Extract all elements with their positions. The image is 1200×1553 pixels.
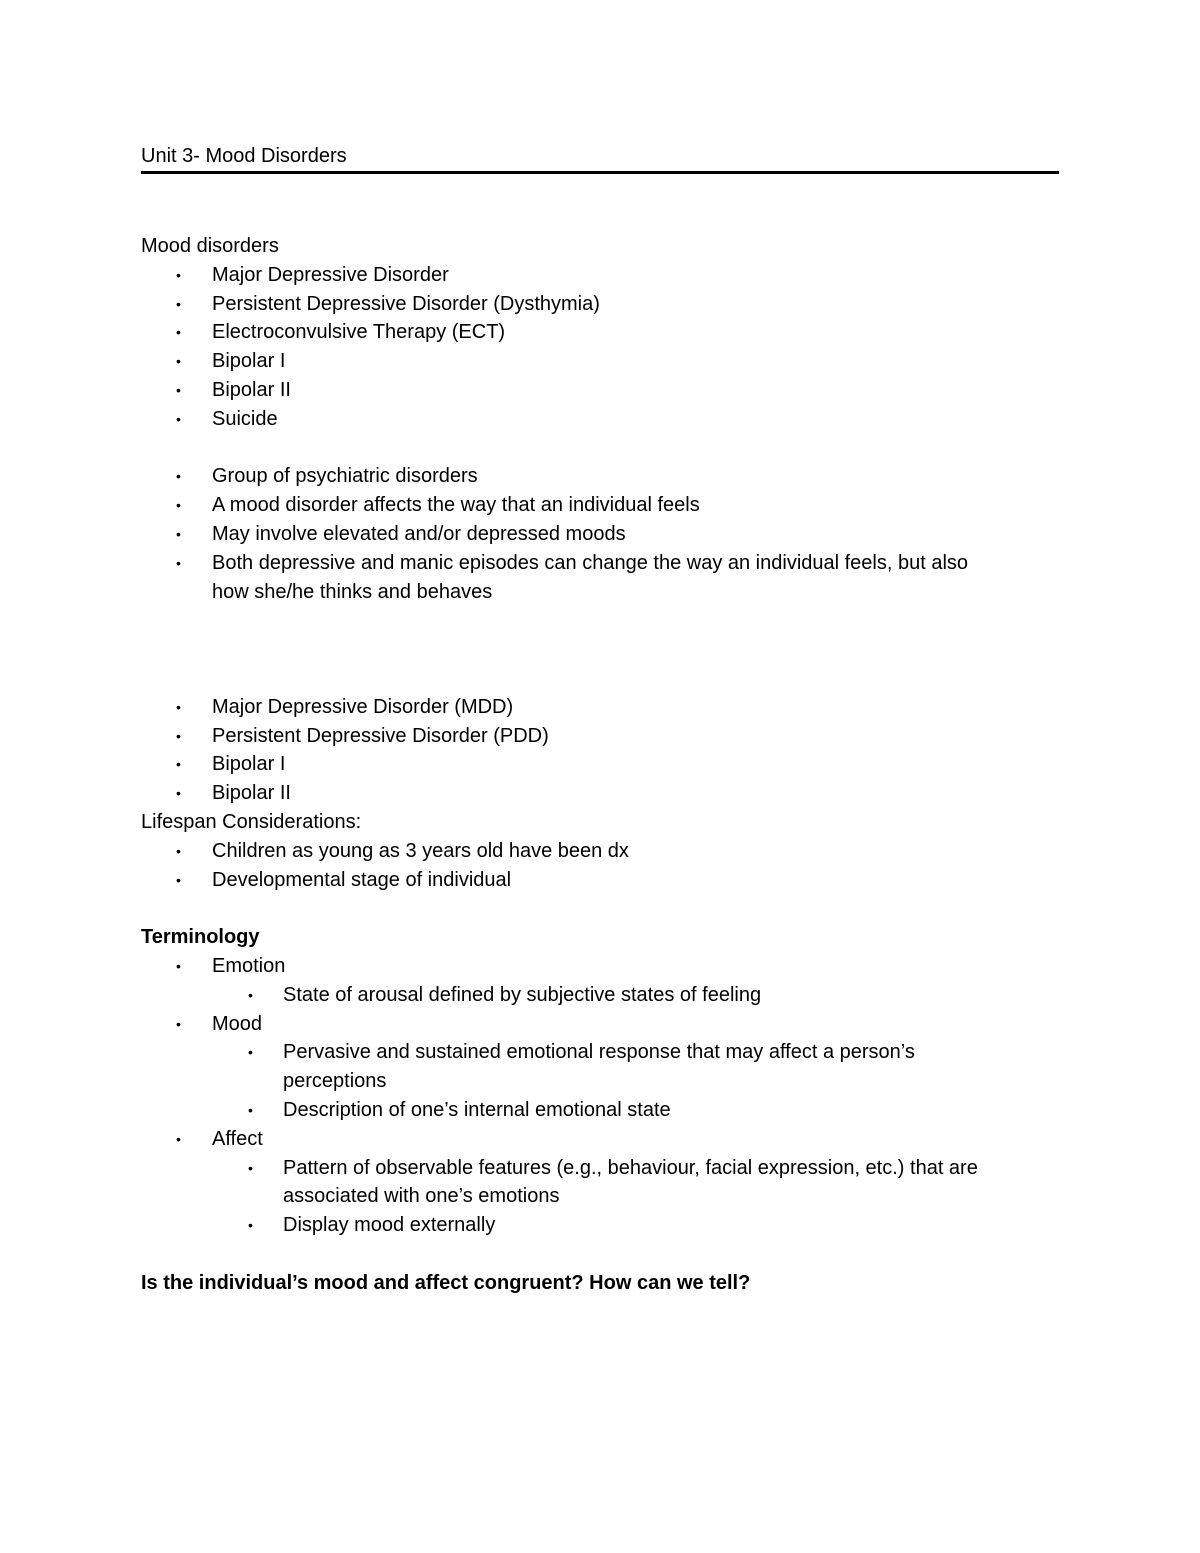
- section-heading-mood-disorders: Mood disorders: [141, 235, 279, 257]
- definition-continuation: perceptions: [283, 1070, 387, 1093]
- list-item: • Major Depressive Disorder: [176, 263, 449, 286]
- definition-continuation: associated with one’s emotions: [283, 1185, 560, 1208]
- definition-item: • Pervasive and sustained emotional response that may affect a person’s: [248, 1041, 915, 1064]
- list-item: • Persistent Depressive Disorder (PDD): [176, 724, 549, 747]
- list-item: • Group of psychiatric disorders: [176, 465, 478, 488]
- term-affect: • Affect: [176, 1127, 263, 1150]
- document-content: [141, 142, 1059, 1297]
- closing-question: Is the individual’s mood and affect congruent? How can we tell?: [141, 1271, 751, 1294]
- list-item: • Major Depressive Disorder (MDD): [176, 695, 514, 718]
- list-item: • A mood disorder affects the way that an individual feels: [176, 494, 700, 517]
- definition-item: • State of arousal defined by subjective states of feeling: [248, 983, 762, 1006]
- list-item: • May involve elevated and/or depressed moods: [176, 522, 626, 545]
- list-item: • Both depressive and manic episodes can change the way an individual feels, but also: [176, 551, 969, 574]
- list-item: • Bipolar II: [176, 782, 291, 805]
- term-emotion: • Emotion: [176, 954, 286, 977]
- list-item: • Suicide: [176, 407, 278, 430]
- list-item: • Persistent Depressive Disorder (Dysthymia): [176, 292, 600, 315]
- list-item-continuation: how she/he thinks and behaves: [212, 580, 493, 603]
- list-item: • Developmental stage of individual: [176, 868, 512, 891]
- list-item: • Bipolar I: [176, 753, 286, 776]
- list-item: • Children as young as 3 years old have been dx: [176, 839, 629, 862]
- list-item: • Bipolar II: [176, 378, 291, 401]
- list-item: • Electroconvulsive Therapy (ECT): [176, 321, 506, 344]
- section-heading-lifespan: Lifespan Considerations:: [141, 810, 362, 833]
- definition-item: • Pattern of observable features (e.g., behaviour, facial expression, etc.) that are: [248, 1156, 978, 1179]
- definition-item: • Display mood externally: [248, 1214, 496, 1237]
- list-item: • Bipolar I: [176, 350, 286, 373]
- section-heading-terminology: Terminology: [141, 926, 260, 949]
- document-title: Unit 3- Mood Disorders: [141, 142, 1059, 174]
- term-mood: • Mood: [176, 1012, 263, 1035]
- definition-item: • Description of one’s internal emotional state: [248, 1098, 671, 1121]
